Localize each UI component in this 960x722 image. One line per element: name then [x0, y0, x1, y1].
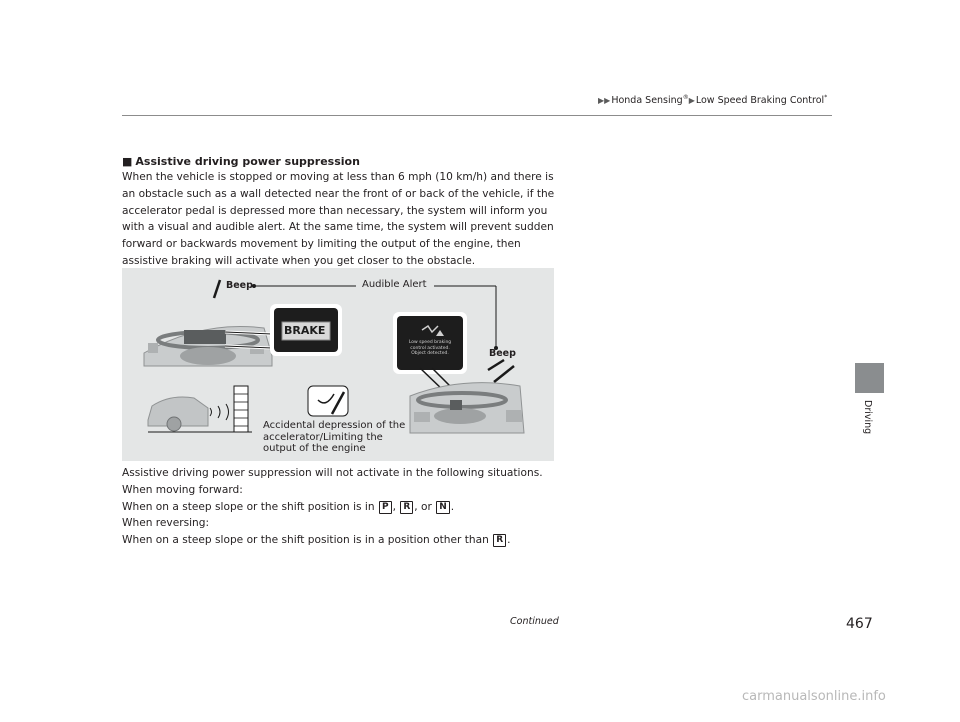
comma-sep: , — [392, 500, 396, 513]
beep-label-right: Beep — [489, 348, 516, 359]
reverse-display-line2: control activated. — [410, 345, 450, 351]
audible-alert-label: Audible Alert — [362, 279, 427, 290]
reverse-condition — [122, 532, 562, 549]
continued-label: Continued — [510, 616, 559, 627]
header-divider — [122, 115, 832, 116]
or-sep: , or — [414, 500, 432, 513]
registered-mark: ® — [682, 94, 689, 101]
reverse-warning-display — [399, 340, 461, 357]
page-number: 467 — [846, 616, 873, 632]
heading-bullet-icon: ■ — [122, 155, 133, 168]
forward-label: When moving forward: — [122, 483, 243, 496]
section-heading — [122, 155, 360, 168]
breadcrumb — [598, 94, 827, 106]
reverse-condition-text: When on a steep slope or the shift position is in a position other than — [122, 534, 489, 547]
forward-condition-text: When on a steep slope or the shift position is in — [122, 500, 375, 513]
breadcrumb-arrow-icon: ▶ — [688, 96, 695, 106]
system-illustration — [122, 268, 554, 461]
breadcrumb-low-speed-braking[interactable]: Low Speed Braking Control — [695, 95, 825, 107]
conditions-intro: Assistive driving power suppression will not activate in the following situations. — [122, 467, 543, 479]
period-sep-2: . — [507, 534, 511, 547]
site-watermark: carmanualsonline.info — [742, 689, 886, 704]
beep-label-left: Beep — [226, 280, 253, 291]
shift-n-key: N — [436, 501, 450, 514]
accelerator-pedal-icon — [308, 386, 348, 416]
conditions-block — [122, 465, 562, 549]
period-sep: . — [450, 500, 455, 513]
reverse-display-line1: Low speed braking — [408, 340, 452, 345]
dashboard-right-icon — [410, 383, 524, 433]
brake-warning-display: BRAKE — [284, 324, 326, 337]
asterisk-mark: * — [824, 94, 828, 101]
reverse-label: When reversing: — [122, 517, 210, 530]
section-body: When the vehicle is stopped or moving at less than 6 mph (10 km/h) and there is an obstacle such as a wall detected near the front of or back of the vehicle, if the accelerator pedal is depressed more than necessary, the system will inform you with a visual and audible alert. At the same time, the system will prevent sudden forward or backwards movement by limiting the output of the engine, then assistive braking will activate when you get closer to the obstacle. — [122, 171, 555, 267]
reverse-display-line3: Object detected. — [411, 351, 449, 356]
shift-r-key: R — [400, 501, 413, 514]
accidental-depression-caption: Accidental depression of the accelerator/Limiting the output of the engine — [263, 420, 406, 454]
breadcrumb-honda-sensing[interactable]: Honda Sensing — [611, 95, 683, 107]
car-approaching-wall-icon — [148, 386, 252, 432]
breadcrumb-arrows-icon: ▶▶ — [598, 96, 611, 106]
chapter-tab-label[interactable]: Driving — [862, 400, 873, 435]
chapter-tab — [855, 363, 884, 393]
section-heading-text: Assistive driving power suppression — [135, 155, 360, 168]
forward-condition — [122, 499, 562, 516]
shift-r-key-reverse: R — [493, 534, 506, 547]
shift-p-key: P — [379, 501, 392, 514]
